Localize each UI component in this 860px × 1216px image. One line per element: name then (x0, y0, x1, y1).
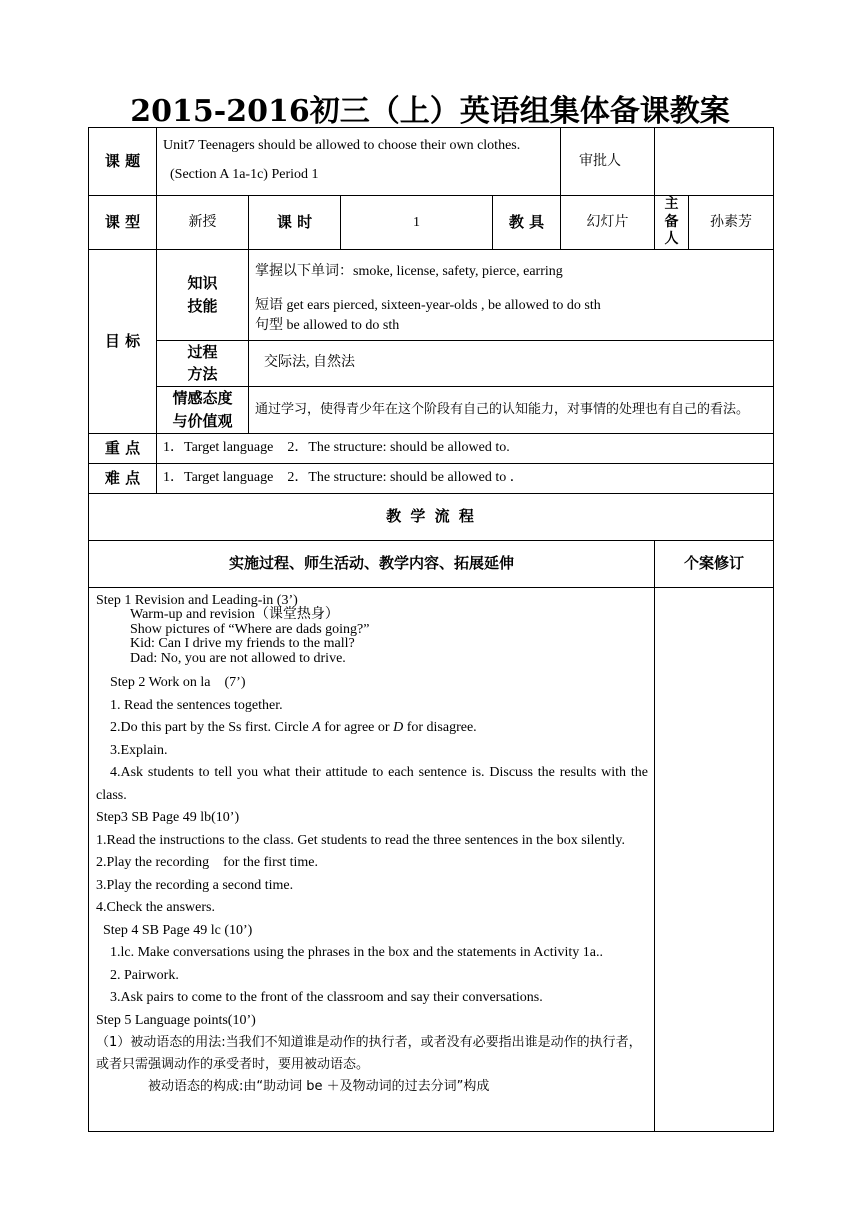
preparer-label: 主备人 (655, 196, 689, 250)
revision-column (655, 587, 774, 1131)
key-points-label: 重 点 (89, 433, 157, 463)
difficult-points-label: 难 点 (89, 463, 157, 493)
type-value: 新授 (157, 196, 249, 250)
column-revision-header: 个案修订 (655, 540, 774, 587)
process-value: 交际法, 自然法 (249, 340, 774, 386)
preparer-value: 孙素芳 (689, 196, 774, 250)
topic-value: Unit7 Teenagers should be allowed to choose their own clothes. (Section A 1a-1c) Period 1 (157, 128, 561, 196)
difficult-points-value: 1．Target language 2．The structure: should be allowed to ． (157, 463, 774, 493)
type-label: 课 型 (89, 196, 157, 250)
column-main-header: 实施过程、师生活动、教学内容、拓展延伸 (89, 540, 655, 587)
goals-label: 目 标 (89, 249, 157, 433)
step-2: Step 2 Work on la (7’) 1. Read the sentences together. 2.Do this part by the Ss first. Circle A for agree or D for disagree. 3.Explain. 4.Ask students to tell you what their attitude to each sentence is. Discuss the results with the class. (96, 675, 648, 803)
step-4: Step 4 SB Page 49 lc (10’) 1.lc. Make conversations using the phrases in the box and the statements in Activity 1a.. 2. Pairwork. 3.Ask pairs to come to the front of the classroom and say their conversations. (103, 922, 604, 1005)
step-3: Step3 SB Page 49 lb(10’) 1.Read the instructions to the class. Get students to read the three sentences in the box silently. 2.Play the recording for the first time. 3.Play the recording a second time. 4.Check the answers. (96, 810, 626, 915)
knowledge-value: 掌握以下单词：smoke, license, safety, pierce, earring 短语 get ears pierced, sixteen-year-olds , be allowed to do sth 句型 be allowed to do sth (249, 249, 774, 340)
document-title: 2015-2016初三（上）英语组集体备课教案 (130, 94, 730, 129)
approver-value (655, 128, 774, 196)
process-label: 过程 方法 (157, 340, 249, 386)
lesson-plan-table (88, 127, 774, 1132)
emotion-label: 情感态度 与价值观 (157, 386, 249, 433)
procedure-content (89, 587, 655, 1131)
approver-label: 审批人 (561, 128, 655, 196)
flow-heading: 教 学 流 程 (89, 493, 774, 540)
period-value: 1 (341, 196, 493, 250)
emotion-value: 通过学习，使得青少年在这个阶段有自己的认知能力，对事情的处理也有自己的看法。 (249, 386, 774, 433)
tools-value: 幻灯片 (561, 196, 655, 250)
step-1: Step 1 Revision and Leading-in (3’) Warm-up and revision（课堂热身） Show pictures of “Where are dads going?” Kid: Can I drive my friends to the mall? Dad: No, you are not allowed to drive. (96, 592, 370, 666)
step-5: Step 5 Language points(10’) （1）被动语态的用法:当我们不知道谁是动作的执行者，或者没有必要指出谁是动作的执行者，或者只需强调动作的承受者时，要用被动语态。 被动语态的构成:由“助动词 be ＋及物动词的过去分词”构成 (96, 1012, 642, 1094)
tools-label: 教 具 (493, 196, 561, 250)
key-points-value: 1．Target language 2．The structure: should be allowed to. (157, 433, 774, 463)
topic-label: 课 题 (89, 128, 157, 196)
period-label: 课 时 (249, 196, 341, 250)
knowledge-label: 知识 技能 (157, 249, 249, 340)
